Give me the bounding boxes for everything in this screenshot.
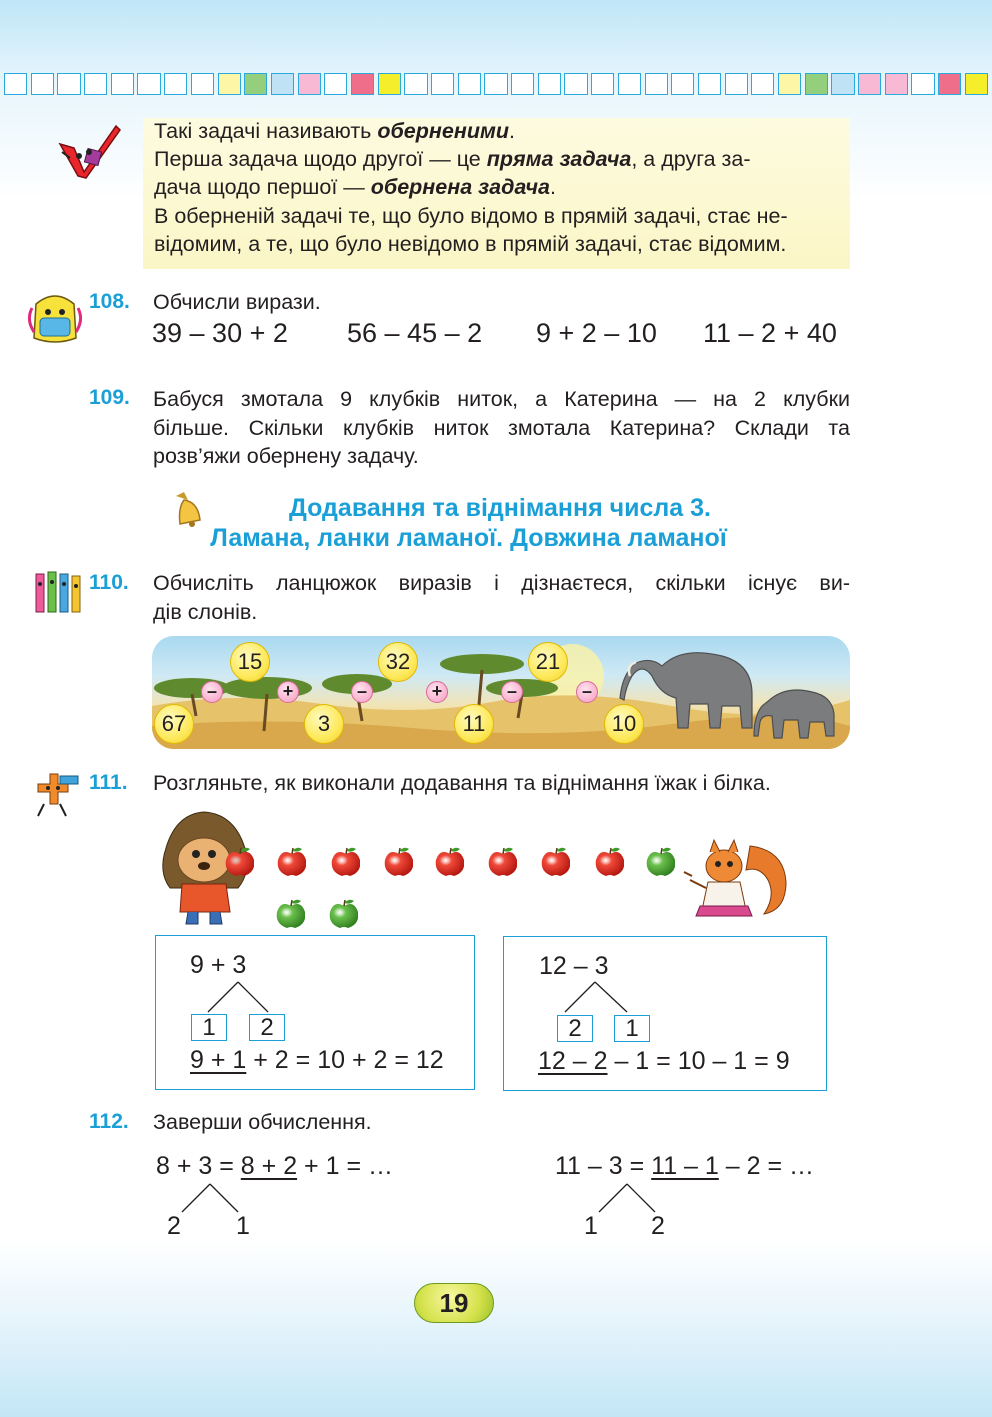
expression: 56 – 45 – 2 [347,318,483,348]
part-number: 1 [584,1212,598,1240]
chain-number-bottom: 67 [154,704,194,744]
part-cell: 2 [557,1015,593,1042]
chain-number-top: 32 [378,642,418,682]
strip-square [725,73,748,95]
red-apple-icon [487,846,517,876]
expression: 9 + 2 – 10 [536,318,657,348]
strip-square [298,73,321,95]
red-apple-icon [434,846,464,876]
strip-square [244,73,267,95]
page-number: 19 [414,1283,494,1323]
strip-square [965,73,988,95]
text-line: більше. Скільки клубків ниток змотала Катерина? Склади та [153,415,850,440]
chain-number-top: 15 [230,642,270,682]
rule-line: В оберненій задачі те, що було відомо в прямій задачі, стає не- [154,203,788,228]
red-apple-icon [594,846,624,876]
box-expression: 12 – 3 [539,952,609,980]
squirrel-icon [680,836,790,932]
chain-number-bottom: 11 [454,704,494,744]
operation-sign: + [426,681,448,703]
operation-sign: – [576,681,598,703]
strip-square [831,73,854,95]
task-number-111: 111. [89,771,128,794]
expr-part: 8 + 3 = [156,1152,241,1180]
strip-square [351,73,374,95]
text-line: Обчисліть ланцюжок виразів і дізнаєтеся, скільки існує ви- [153,571,850,595]
split-lines [176,1182,246,1216]
text-line: розв’яжи обернену задачу. [153,444,419,468]
strip-square [378,73,401,95]
chain-number-bottom: 10 [604,704,644,744]
expr-part: 11 – 3 = [555,1152,652,1180]
chain-number-top: 21 [528,642,568,682]
green-apple-icon [645,846,675,876]
red-apple-icon [330,846,360,876]
red-apple-icon [383,846,413,876]
text-line: Бабуся змотала 9 клубків ниток, а Катерина — на 2 клубки [153,387,850,411]
rule-line: . [509,119,515,143]
part-number: 1 [236,1212,250,1240]
term-inverse: оберненими [377,119,509,143]
term-direct-task: пряма задача [486,147,632,172]
box-solution [190,1046,444,1075]
underlined-part: 12 – 2 [538,1047,608,1075]
strip-square [84,73,107,95]
strip-square [938,73,961,95]
pencils-icon [28,570,84,618]
strip-square [324,73,347,95]
strip-square [511,73,534,95]
underlined-part: 9 + 1 [190,1046,247,1074]
part-number: 2 [167,1212,181,1240]
chain-number-bottom: 3 [304,704,344,744]
strip-square [751,73,774,95]
task-number-109: 109. [89,386,130,409]
strip-square [31,73,54,95]
rule-line: , а друга за- [631,147,751,172]
expression: 39 – 30 + 2 [152,318,288,348]
strip-square [458,73,481,95]
box-solution [538,1047,790,1076]
strip-square [538,73,561,95]
red-apple-icon [540,846,570,876]
task-109-text [153,385,850,471]
strip-square [885,73,908,95]
strip-square [164,73,187,95]
plus-minus-mascot-icon [24,770,82,820]
solution-rest: – 1 = 10 – 1 = 9 [607,1047,790,1075]
split-lines [593,1182,663,1216]
operation-sign: – [351,681,373,703]
part-cell: 1 [191,1014,227,1041]
elephants-icon [612,636,850,749]
strip-square [271,73,294,95]
strip-square [778,73,801,95]
term-inverse-task: обернена задача [370,175,551,200]
rule-line: . [550,175,556,200]
task-108-text: Обчисли вирази. [153,290,321,314]
red-apple-icon [224,846,254,876]
task-111-text: Розгляньте, як виконали додавання та віднімання їжак і білка. [153,771,771,795]
expr-part: – 2 = … [718,1152,815,1180]
rule-line: Такі задачі називають [154,119,378,143]
operation-sign: – [201,681,223,703]
expr-part: + 1 = … [297,1152,393,1180]
strip-square [671,73,694,95]
task-number-112: 112. [89,1110,129,1133]
strip-square [404,73,427,95]
red-apple-icon [276,846,306,876]
strip-square [805,73,828,95]
strip-square [645,73,668,95]
part-cell: 1 [614,1015,650,1042]
task-112-right-expression [555,1152,814,1181]
green-apple-icon [275,898,305,928]
top-color-strip [4,73,992,99]
heading-line: Ламана, ланки ламаної. Довжина ламаної [210,524,727,552]
strip-square [111,73,134,95]
rule-text [154,117,850,258]
strip-square [591,73,614,95]
split-lines [200,980,280,1016]
green-apple-icon [328,898,358,928]
strip-square [431,73,454,95]
strip-square [191,73,214,95]
underlined-part: 11 – 1 [651,1152,719,1180]
strip-square [858,73,881,95]
underlined-part: 8 + 2 [240,1152,298,1180]
split-lines [555,980,645,1016]
backpack-icon [26,290,84,346]
strip-square [57,73,80,95]
solution-rest: + 2 = 10 + 2 = 12 [246,1046,444,1074]
strip-square [137,73,160,95]
task-110-text [153,569,850,626]
part-number: 2 [651,1212,665,1240]
heading-line: Додавання та віднімання числа 3. [289,494,711,522]
operation-sign: + [277,681,299,703]
operation-sign: – [501,681,523,703]
savanna-chain-scene [152,636,850,749]
strip-square [564,73,587,95]
task-112-left-expression [156,1152,393,1181]
rule-line: відомим, а те, що було невідомо в прямій задачі, стає відомим. [154,231,787,256]
expression: 11 – 2 + 40 [703,318,837,348]
part-cell: 2 [249,1014,285,1041]
strip-square [911,73,934,95]
rule-line: дача щодо першої — [154,175,371,200]
strip-square [218,73,241,95]
strip-square [484,73,507,95]
strip-square [698,73,721,95]
section-heading [160,493,780,553]
task-112-text: Заверши обчислення. [153,1110,372,1134]
strip-square [618,73,641,95]
checkmark-mascot-icon [56,122,122,180]
rule-line: Перша задача щодо другої — це [154,147,487,172]
task-number-110: 110. [89,571,129,594]
task-number-108: 108. [89,290,130,313]
strip-square [4,73,27,95]
text-line: дів слонів. [153,599,258,624]
box-expression: 9 + 3 [190,951,247,979]
